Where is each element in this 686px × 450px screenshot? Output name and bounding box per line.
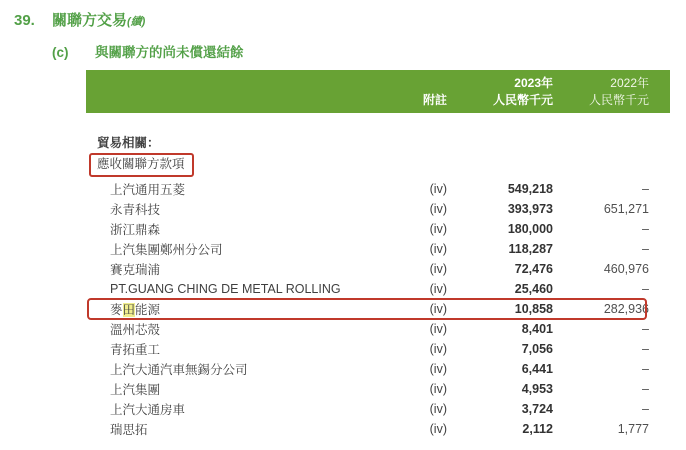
company-name: 瑞思拓 [110, 423, 148, 437]
subsection-heading [52, 44, 686, 61]
value-2022: 460,976 [603, 262, 649, 276]
highlighted-char: 田 [122, 303, 136, 317]
table-row [89, 179, 649, 199]
note-reference: (iv) [429, 242, 447, 256]
note-reference: (iv) [429, 302, 447, 316]
value-2022: – [642, 242, 649, 256]
table-row [89, 359, 649, 379]
subsection-title: 與關聯方的尚未償還結餘 [95, 45, 244, 60]
value-2023: 549,218 [507, 182, 553, 196]
section-title: 關聯方交易 [52, 12, 128, 29]
company-name: 浙江鼎森 [110, 223, 161, 237]
section-title-suffix: (續) [127, 16, 146, 28]
note-reference: (iv) [429, 382, 447, 396]
value-2023: 3,724 [521, 402, 553, 416]
value-2022: – [642, 282, 649, 296]
table-header-year-row [89, 75, 649, 92]
table-row [89, 299, 649, 319]
table-row [89, 279, 649, 299]
value-2023: 25,460 [514, 282, 553, 296]
section-label-trade-related: 貿易相關： [97, 136, 160, 150]
section-heading [14, 12, 686, 31]
table-row [89, 259, 649, 279]
value-2023: 180,000 [507, 222, 553, 236]
table-row [89, 239, 649, 259]
subsection-label: (c) [52, 45, 69, 60]
header-year-2022: 2022年 [610, 76, 649, 90]
note-reference: (iv) [429, 262, 447, 276]
value-2023: 8,401 [521, 322, 553, 336]
note-reference: (iv) [429, 282, 447, 296]
table-row [89, 339, 649, 359]
value-2022: 282,936 [603, 302, 649, 316]
table-header-unit-row [89, 92, 649, 109]
company-name: 麥田能源 [110, 303, 161, 317]
header-year-2023: 2023年 [514, 76, 553, 90]
value-2022: – [642, 382, 649, 396]
value-2022: 1,777 [617, 422, 649, 436]
company-name: 上汽集團鄭州分公司 [110, 243, 223, 257]
table-row [89, 379, 649, 399]
note-reference: (iv) [429, 422, 447, 436]
value-2023: 6,441 [521, 362, 553, 376]
company-name: 青拓重工 [110, 343, 161, 357]
company-name: 上汽集團 [110, 383, 161, 397]
company-name: 賽克瑞浦 [110, 263, 161, 277]
company-name: 上汽大通汽車無錫分公司 [110, 363, 248, 377]
value-2023: 4,953 [521, 382, 553, 396]
table-row [89, 419, 649, 439]
table-row [89, 199, 649, 219]
value-2023: 72,476 [514, 262, 553, 276]
note-reference: (iv) [429, 402, 447, 416]
company-name: PT.GUANG CHING DE METAL ROLLING [110, 282, 341, 296]
note-reference: (iv) [429, 182, 447, 196]
value-2022: – [642, 342, 649, 356]
value-2023: 7,056 [521, 342, 553, 356]
note-reference: (iv) [429, 202, 447, 216]
value-2022: 651,271 [603, 202, 649, 216]
table-rows [89, 179, 649, 439]
related-party-table [89, 135, 649, 439]
subsection-boxed-wrapper [89, 152, 649, 177]
value-2023: 2,112 [522, 422, 553, 436]
table-header-band [86, 70, 670, 113]
company-name: 永青科技 [110, 203, 161, 217]
value-2022: – [642, 402, 649, 416]
value-2022: – [642, 222, 649, 236]
value-2023: 118,287 [508, 242, 553, 256]
company-name: 上汽通用五菱 [110, 183, 186, 197]
company-name: 上汽大通房車 [110, 403, 186, 417]
value-2023: 393,973 [507, 202, 553, 216]
value-2022: – [642, 182, 649, 196]
header-unit-2022: 人民幣千元 [588, 93, 649, 107]
company-name: 溫州芯殼 [110, 323, 161, 337]
note-reference: (iv) [429, 342, 447, 356]
value-2023: 10,858 [514, 302, 553, 316]
table-row [89, 319, 649, 339]
table-row [89, 219, 649, 239]
header-unit-2023: 人民幣千元 [492, 93, 553, 107]
note-reference: (iv) [429, 222, 447, 236]
section-number: 39. [14, 12, 35, 29]
table-row [89, 399, 649, 419]
receivables-label-red-box: 應收關聯方款項 [89, 153, 194, 177]
note-reference: (iv) [429, 322, 447, 336]
header-note-label: 附註 [422, 93, 447, 107]
value-2022: – [642, 362, 649, 376]
value-2022: – [642, 322, 649, 336]
note-reference: (iv) [429, 362, 447, 376]
